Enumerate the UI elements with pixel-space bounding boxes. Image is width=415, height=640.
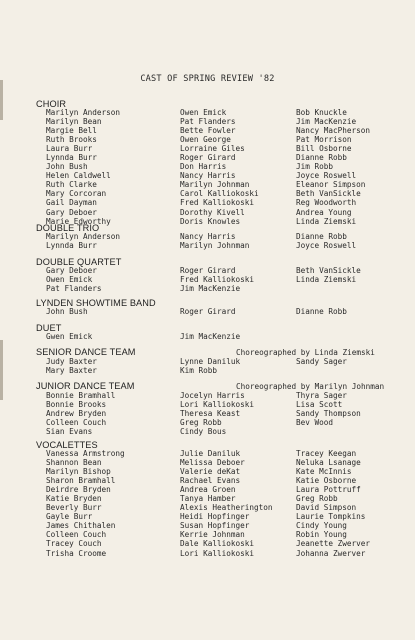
cast-member-name: Mary Baxter bbox=[46, 366, 97, 376]
cast-member-name: Cindy Bous bbox=[180, 427, 227, 437]
cast-member-name: Mary Corcoran bbox=[46, 189, 107, 199]
cast-member-name: Colleen Couch bbox=[46, 530, 107, 540]
cast-member-name: Jeanette Zwerver bbox=[296, 539, 371, 549]
cast-member-name: John Bush bbox=[46, 162, 88, 172]
cast-member-name: Dianne Robb bbox=[296, 307, 347, 316]
cast-member-name: John Bush bbox=[46, 307, 88, 316]
cast-member-name: Gwen Emick bbox=[46, 332, 93, 341]
showtime-band-column-1 bbox=[46, 307, 88, 316]
cast-member-name: Heidi Hopfinger bbox=[180, 512, 250, 522]
cast-member-name: Bev Wood bbox=[296, 418, 334, 428]
choir-column-1 bbox=[46, 108, 120, 226]
showtime-band-column-3 bbox=[296, 307, 347, 316]
cast-member-name: Pat Morrison bbox=[296, 135, 352, 145]
senior-dance-column-3 bbox=[296, 357, 347, 366]
cast-member-name: Vanessa Armstrong bbox=[46, 449, 125, 458]
cast-member-name: Greg Robb bbox=[296, 494, 338, 504]
cast-member-name: Katie Osborne bbox=[296, 476, 357, 486]
cast-member-name: Thyra Sager bbox=[296, 391, 347, 400]
cast-member-name: Dale Kalliokoski bbox=[180, 539, 255, 549]
cast-member-name: Susan Hopfinger bbox=[180, 521, 250, 531]
cast-member-name: Lorraine Giles bbox=[180, 144, 245, 154]
cast-member-name: Nancy MacPherson bbox=[296, 126, 371, 136]
section-heading-duet: DUET bbox=[36, 323, 62, 333]
cast-member-name: Dorothy Kivell bbox=[180, 207, 245, 217]
cast-member-name: Dianne Robb bbox=[296, 153, 347, 163]
cast-member-name: Gail Dayman bbox=[46, 198, 97, 208]
cast-member-name: Marie Edworthy bbox=[46, 216, 111, 226]
vocalettes-column-3 bbox=[296, 449, 370, 558]
senior-dance-column-1 bbox=[46, 357, 97, 375]
cast-member-name: Valerie deKat bbox=[180, 467, 241, 477]
cast-member-name: Shannon Bean bbox=[46, 458, 102, 468]
double-trio-column-1 bbox=[46, 232, 120, 250]
cast-member-name: Joyce Roswell bbox=[296, 171, 357, 181]
cast-member-name: Andrea Young bbox=[296, 207, 352, 217]
cast-member-name: Lynnda Burr bbox=[46, 241, 97, 251]
page-edge-mark bbox=[0, 340, 3, 400]
cast-member-name: Roger Girard bbox=[180, 266, 236, 275]
cast-member-name: Bonnie Brooks bbox=[46, 400, 107, 410]
cast-member-name: Linda Ziemski bbox=[296, 216, 357, 226]
vocalettes-column-2 bbox=[180, 449, 273, 558]
cast-member-name: Beth VanSickle bbox=[296, 189, 361, 199]
cast-member-name: Jim MacKenzie bbox=[180, 284, 241, 294]
cast-member-name: Nancy Harris bbox=[180, 171, 236, 181]
cast-member-name: Laura Burr bbox=[46, 144, 93, 154]
cast-member-name: Lisa Scott bbox=[296, 400, 343, 410]
cast-member-name: Judy Baxter bbox=[46, 357, 97, 366]
cast-member-name: Gayle Burr bbox=[46, 512, 93, 522]
cast-member-name: Jim Robb bbox=[296, 162, 334, 172]
cast-member-name: Bill Osborne bbox=[296, 144, 352, 154]
cast-member-name: Owen Emick bbox=[46, 275, 93, 285]
cast-member-name: Tracey Keegan bbox=[296, 449, 357, 458]
cast-member-name: Andrea Groen bbox=[180, 485, 236, 495]
cast-member-name: Melissa Deboer bbox=[180, 458, 245, 468]
cast-member-name: Owen George bbox=[180, 135, 231, 145]
cast-member-name: Theresa Keast bbox=[180, 409, 241, 419]
cast-member-name: Ruth Brooks bbox=[46, 135, 97, 145]
section-heading-double-trio: DOUBLE TRIO bbox=[36, 223, 100, 233]
cast-member-name: Kate McInnis bbox=[296, 467, 352, 477]
cast-member-name: Sian Evans bbox=[46, 427, 93, 437]
duet-column-1 bbox=[46, 332, 92, 341]
cast-member-name: Pat Flanders bbox=[46, 284, 102, 294]
cast-member-name: Sandy Sager bbox=[296, 357, 347, 366]
cast-member-name: Eleanor Simpson bbox=[296, 180, 366, 190]
senior-dance-choreographer: Choreographed by Linda Ziemski bbox=[236, 348, 375, 357]
cast-member-name: Lynnda Burr bbox=[46, 153, 97, 163]
cast-member-name: Gary Deboer bbox=[46, 266, 97, 275]
cast-member-name: Laurie Tompkins bbox=[296, 512, 366, 522]
cast-member-name: Andrew Bryden bbox=[46, 409, 107, 419]
section-heading-double-quartet: DOUBLE QUARTET bbox=[36, 257, 122, 267]
double-quartet-column-3 bbox=[296, 266, 361, 284]
cast-member-name: Sharon Bramhall bbox=[46, 476, 116, 486]
cast-member-name: Nancy Harris bbox=[180, 232, 236, 241]
cast-member-name: Linda Ziemski bbox=[296, 275, 357, 285]
cast-member-name: Lynne Daniluk bbox=[180, 357, 241, 366]
section-heading-vocalettes: VOCALETTES bbox=[36, 440, 98, 450]
page-edge-mark bbox=[0, 80, 3, 120]
cast-member-name: Neluka Lsanage bbox=[296, 458, 361, 468]
double-quartet-column-2 bbox=[180, 266, 254, 293]
cast-member-name: Bonnie Bramhall bbox=[46, 391, 116, 400]
cast-member-name: James Chithalen bbox=[46, 521, 116, 531]
cast-member-name: Johanna Zwerver bbox=[296, 548, 366, 558]
cast-member-name: Lori Kalliokoski bbox=[180, 548, 255, 558]
cast-member-name: David Simpson bbox=[296, 503, 357, 513]
cast-member-name: Marilyn Johnman bbox=[180, 241, 250, 251]
page-title: CAST OF SPRING REVIEW '82 bbox=[140, 74, 275, 84]
junior-dance-column-3 bbox=[296, 391, 361, 427]
cast-member-name: Carol Kalliokoski bbox=[180, 189, 259, 199]
double-trio-column-2 bbox=[180, 232, 249, 250]
cast-member-name: Marilyn Johnman bbox=[180, 180, 250, 190]
junior-dance-column-2 bbox=[180, 391, 254, 436]
cast-member-name: Reg Woodworth bbox=[296, 198, 357, 208]
cast-member-name: Joyce Roswell bbox=[296, 241, 357, 251]
senior-dance-column-2 bbox=[180, 357, 240, 375]
cast-member-name: Laura Pottruff bbox=[296, 485, 361, 495]
cast-member-name: Owen Emick bbox=[180, 108, 227, 117]
junior-dance-column-1 bbox=[46, 391, 115, 436]
cast-member-name: Kim Robb bbox=[180, 366, 218, 376]
choir-column-3 bbox=[296, 108, 370, 226]
double-trio-column-3 bbox=[296, 232, 356, 250]
cast-member-name: Julie Daniluk bbox=[180, 449, 241, 458]
cast-member-name: Katie Bryden bbox=[46, 494, 102, 504]
cast-member-name: Rachael Evans bbox=[180, 476, 241, 486]
choir-column-2 bbox=[180, 108, 259, 226]
cast-member-name: Helen Caldwell bbox=[46, 171, 111, 181]
cast-member-name: Fred Kalliokoski bbox=[180, 275, 255, 285]
cast-member-name: Cindy Young bbox=[296, 521, 347, 531]
section-heading-junior-dance-team: JUNIOR DANCE TEAM bbox=[36, 381, 135, 391]
duet-column-2 bbox=[180, 332, 240, 341]
cast-member-name: Margie Bell bbox=[46, 126, 97, 136]
cast-member-name: Marilyn Bishop bbox=[46, 467, 111, 477]
cast-member-name: Roger Girard bbox=[180, 153, 236, 163]
cast-member-name: Marilyn Anderson bbox=[46, 232, 121, 241]
cast-member-name: Ruth Clarke bbox=[46, 180, 97, 190]
cast-member-name: Doris Knowles bbox=[180, 216, 241, 226]
cast-member-name: Fred Kalliokoski bbox=[180, 198, 255, 208]
cast-member-name: Jocelyn Harris bbox=[180, 391, 245, 400]
cast-member-name: Don Harris bbox=[180, 162, 227, 172]
cast-member-name: Bette Fowler bbox=[180, 126, 236, 136]
double-quartet-column-1 bbox=[46, 266, 102, 293]
cast-member-name: Roger Girard bbox=[180, 307, 236, 316]
cast-member-name: Marilyn Anderson bbox=[46, 108, 121, 117]
showtime-band-column-2 bbox=[180, 307, 236, 316]
cast-member-name: Gary Deboer bbox=[46, 207, 97, 217]
cast-member-name: Greg Robb bbox=[180, 418, 222, 428]
section-heading-choir: CHOIR bbox=[36, 99, 67, 109]
cast-member-name: Jim MacKenzie bbox=[180, 332, 241, 341]
vocalettes-column-1 bbox=[46, 449, 125, 558]
cast-member-name: Sandy Thompson bbox=[296, 409, 361, 419]
cast-member-name: Robin Young bbox=[296, 530, 347, 540]
cast-member-name: Marilyn Bean bbox=[46, 117, 102, 127]
cast-member-name: Dianne Robb bbox=[296, 232, 347, 241]
cast-member-name: Beth VanSickle bbox=[296, 266, 361, 275]
cast-member-name: Deirdre Bryden bbox=[46, 485, 111, 495]
section-heading-senior-dance-team: SENIOR DANCE TEAM bbox=[36, 347, 136, 357]
cast-member-name: Tracey Couch bbox=[46, 539, 102, 549]
cast-member-name: Tanya Hamber bbox=[180, 494, 236, 504]
section-heading-showtime-band: LYNDEN SHOWTIME BAND bbox=[36, 298, 156, 308]
cast-member-name: Trisha Croome bbox=[46, 548, 107, 558]
cast-member-name: Alexis Heatherington bbox=[180, 503, 273, 513]
cast-member-name: Pat Flanders bbox=[180, 117, 236, 127]
cast-member-name: Jim MacKenzie bbox=[296, 117, 357, 127]
cast-member-name: Beverly Burr bbox=[46, 503, 102, 513]
cast-member-name: Lori Kalliokoski bbox=[180, 400, 255, 410]
cast-member-name: Bob Knuckle bbox=[296, 108, 347, 117]
cast-member-name: Kerrie Johnman bbox=[180, 530, 245, 540]
cast-member-name: Colleen Couch bbox=[46, 418, 107, 428]
junior-dance-choreographer: Choreographed by Marilyn Johnman bbox=[236, 382, 385, 391]
